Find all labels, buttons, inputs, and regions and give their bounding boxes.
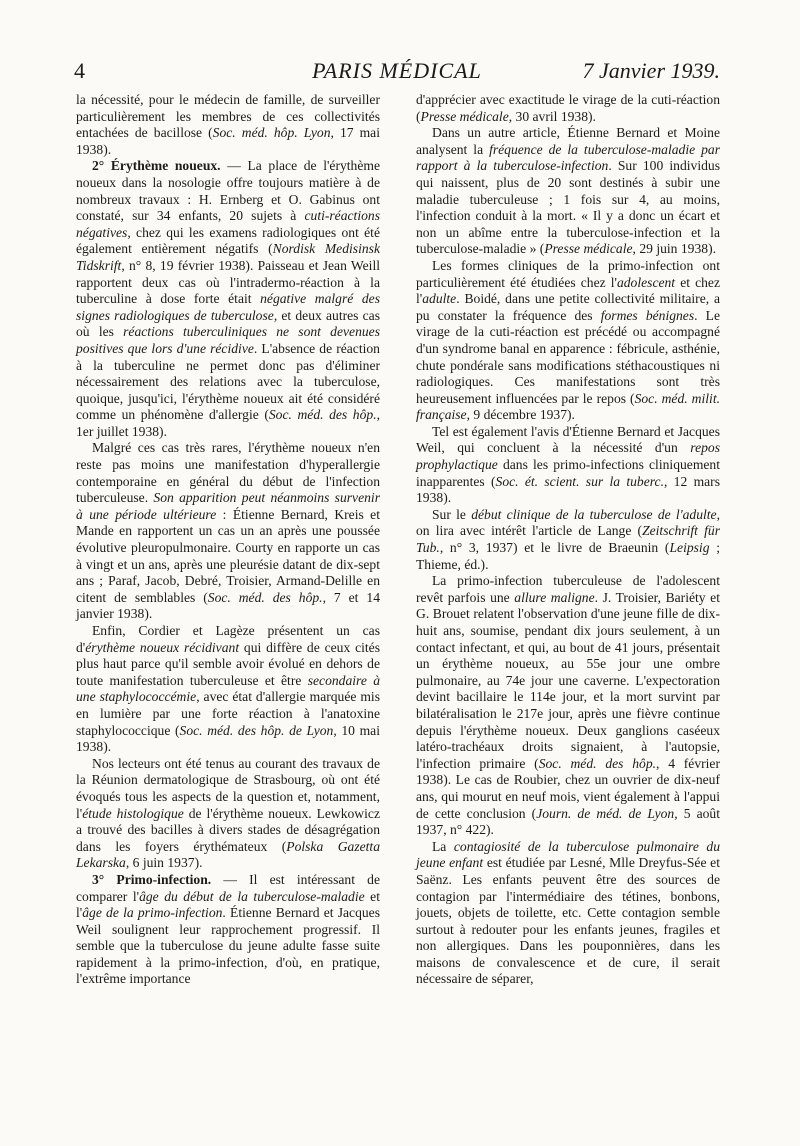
- text-run: , 1er juillet 1938).: [76, 407, 381, 439]
- paragraph: [416, 507, 720, 573]
- italic-text: Nordisk Medisinsk Tidskrift: [76, 241, 380, 273]
- italic-text: adolescent: [616, 274, 676, 290]
- italic-text: Leipsig: [669, 540, 710, 556]
- text-run: , chez qui les examens radiologiques ont été également entièrement négatifs (: [76, 224, 380, 257]
- paragraph: [76, 92, 380, 158]
- text-run: , 5 août 1937, n° 422).: [416, 805, 720, 838]
- italic-text: Journ. de méd. de Lyon: [536, 805, 675, 821]
- text-run: : Étienne Bernard, Kreis et Mande en rapportent un cas un an après une poussée évolutive pleuropulmonaire. Courty en rapporte un cas à vingt et un ans, après une pleurésie datant de dix-sept ans ; Paraf, Jacob, Debré, Troisier, Armand-Delille en citent de semblables (: [76, 506, 380, 605]
- text-run: . Boidé, dans une petite collectivité militaire, a pu constater la fréquence des: [416, 291, 720, 323]
- text-run: , avec état d'allergie marquée mis en lumière par une forte réaction à l'anatoxine staphylococcique (: [76, 689, 380, 738]
- text-run: — La place de l'érythème noueux dans la nosologie offre toujours matière à de nombreux travaux : H. Ernberg et O. Gabinus ont constaté, sur 34 enfants, 20 sujets à: [76, 158, 380, 224]
- paragraph: [416, 92, 720, 125]
- running-header: [74, 54, 720, 88]
- paragraph: [76, 158, 380, 440]
- paragraph: [416, 258, 720, 424]
- text-run: . L'absence de réaction à la tuberculine ne permet donc pas d'éliminer nécessairement des relations avec la tuberculose, quoique, jusqu'ici, l'érythème noueux ait été considéré comme un phénomène d'allergie (: [76, 340, 380, 423]
- italic-text: Zeitschrift für Tub.: [416, 523, 720, 556]
- text-run: , 12 mars 1938).: [416, 473, 720, 506]
- text-run: , 10 mai 1938).: [76, 722, 380, 755]
- issue-date: 7 Janvier 1939.: [582, 58, 720, 83]
- italic-text: érythème noueux récidivant: [85, 639, 240, 655]
- text-run: ; Thieme, éd.).: [416, 540, 720, 572]
- paragraph: [76, 872, 380, 988]
- paragraph: [416, 573, 720, 839]
- left-text-column: [76, 92, 380, 988]
- section-heading: 3° Primo-infection.: [92, 871, 212, 887]
- text-run: , 4 février 1938). Le cas de Roubier, chez un ouvrier de dix-neuf ans, qui mourut en neuf mois, vient également à l'appui de cette conclusion (: [416, 755, 720, 821]
- italic-text: allure maligne: [514, 589, 595, 605]
- italic-text: contagiosité de la tuberculose pulmonaire du jeune enfant: [416, 838, 720, 871]
- text-run: et l': [76, 888, 380, 921]
- italic-text: étude histologique: [82, 805, 184, 821]
- text-run: Dans un autre article, Étienne Bernard et Moine analysent la: [416, 125, 720, 157]
- text-run: de l'érythème noueux. Lewkowicz a trouvé des bacilles à divers stades de désagrégation dans les foyers érythémateux (: [76, 805, 380, 854]
- text-run: la nécessité, pour le médecin de famille, de surveiller particulièrement les membres de ces collectivités entachées de bacillose (: [76, 92, 380, 141]
- italic-text: Soc. ét. scient. sur la tuberc.: [495, 473, 664, 489]
- italic-text: Soc. méd. des hôp.: [538, 755, 657, 771]
- text-run: , et deux autres cas où les: [76, 307, 380, 340]
- italic-text: fréquence de la tuberculose-maladie par rapport à la tuberculose-infection: [416, 141, 720, 174]
- paragraph: [416, 839, 720, 988]
- text-run: qui diffère de ceux cités plus haut parce qu'il semble avoir évolué en dehors de toute manifestation tuberculeuse et être: [76, 639, 380, 688]
- paragraph: [76, 756, 380, 872]
- paragraph: [416, 424, 720, 507]
- italic-text: âge de la primo-infection: [82, 905, 223, 921]
- text-run: , n° 8, 19 février 1938). Paisseau et Jean Weill rapportent deux cas où l'intradermo-réaction à la tuberculine à dose forte était: [76, 257, 380, 307]
- italic-text: adulte: [422, 291, 457, 307]
- text-run: Tel est également l'avis d'Étienne Bernard et Jacques Weil, qui concluent à la nécessité d'un: [416, 423, 720, 456]
- text-run: , 30 avril 1938).: [508, 108, 596, 124]
- text-run: , 9 décembre 1937).: [466, 407, 575, 423]
- italic-text: réactions tuberculiniques ne sont devenues positives que lors d'une récidive: [76, 324, 380, 356]
- italic-text: début clinique de la tuberculose de l'adulte: [471, 506, 717, 522]
- text-run: Enfin, Cordier et Lagèze présentent un cas d': [76, 623, 380, 655]
- text-run: est étudiée par Lesné, Mlle Dreyfus-Sée et Saënz. Les enfants peuvent être des sources de contagion par l'intermédiaire des tétines, bonbons, jouets, objets de toilette, etc. Cette contagion semble surtout à redouter pour les enfants jeunes, fragiles et non allergiques. Dans les pouponnières, dans les maisons de convalescence et de cure, il serait nécessaire de séparer,: [416, 855, 720, 987]
- text-run: . Le virage de la cuti-réaction est précédé ou accompagné d'un syndrome banal en apparence : fébricule, asthénie, chute pondérale sans modifications stéthacoustiques ni radiologiques. Ces manifestations sont très heureusement influencées par le repos (: [416, 307, 720, 406]
- italic-text: Soc. méd. hôp. Lyon: [212, 125, 331, 141]
- italic-text: Soc. méd. des hôp.: [268, 407, 377, 423]
- text-run: , 17 mai 1938).: [76, 125, 380, 157]
- section-heading: 2° Érythème noueux.: [92, 158, 221, 174]
- page-number: 4: [74, 58, 85, 83]
- italic-text: cuti-réactions négatives: [76, 208, 380, 240]
- text-run: — Il est intéressant de comparer l': [76, 871, 381, 904]
- text-run: Sur le: [432, 506, 472, 522]
- text-run: . Sur 100 individus qui naissent, plus de 20 sont destinés à subir une maladie tuberculeuse ; 1 fois sur 4, au moins, l'infection conduit à la mort. « Il y a donc un écart et non un abîme entre la tuberculose-infection et la tuberculose-maladie » (: [416, 158, 720, 257]
- text-run: Nos lecteurs ont été tenus au courant des travaux de la Réunion dermatologique de Strasbourg, où ont été évoqués tous les aspects de la question et, notamment, l': [76, 755, 380, 821]
- text-run: La: [432, 838, 454, 854]
- text-run: . J. Troisier, Bariéty et G. Brouet relatent l'observation d'une jeune fille de dix-huit ans, soumise, pendant dix jours seulement, à un contact infectant, et qui, au bout de 41 jours, présentait un érythème noueux, au 55e jour une ombre pulmonaire, au 74e jour une caverne. L'expectoration devint bacillaire le 114e jour, et la mort survint par bilatéralisation le 217e jour, après une fièvre continue depuis l'érythème noueux. Deux ganglions caséeux latéro-trachéaux droits signaient, à l'autopsie, l'infection primaire (: [416, 589, 720, 771]
- italic-text: Presse médicale: [420, 108, 509, 124]
- italic-text: formes bénignes: [600, 307, 695, 323]
- italic-text: Polska Gazetta Lekarska: [76, 838, 380, 871]
- paragraph: [416, 125, 720, 258]
- paragraph: [76, 440, 380, 623]
- italic-text: négative malgré des signes radiologiques de tuberculose: [76, 291, 380, 323]
- italic-text: Presse médicale: [544, 241, 633, 257]
- text-run: , 6 juin 1937).: [125, 855, 203, 871]
- italic-text: Soc. méd. des hôp.: [207, 589, 323, 605]
- text-run: . Étienne Bernard et Jacques Weil soulignent leur rapprochement progressif. Il semble que la tuberculose du jeune adulte fasse suite rapidement à la primo-infection, d'où, en pratique, l'extrême importance: [76, 905, 380, 987]
- italic-text: repos prophylactique: [416, 440, 720, 473]
- text-run: , on lira avec intérêt l'article de Lange (: [416, 506, 720, 539]
- text-run: Les formes cliniques de la primo-infection ont particulièrement été étudiées chez l': [416, 257, 720, 290]
- text-run: et chez l': [416, 274, 720, 307]
- text-run: dans les primo-infections cliniquement inapparentes (: [416, 457, 720, 489]
- italic-text: Son apparition peut néanmoins survenir à une période ultérieure: [76, 490, 380, 522]
- text-run: , 29 juin 1938).: [632, 241, 716, 257]
- right-text-column: [416, 92, 720, 988]
- italic-text: Soc. méd. des hôp. de Lyon: [179, 722, 334, 738]
- journal-title: PARIS MÉDICAL: [312, 58, 482, 83]
- paragraph: [76, 623, 380, 756]
- italic-text: Soc. méd. milit. française: [416, 390, 720, 423]
- italic-text: secondaire à une staphylococcémie: [76, 672, 380, 705]
- text-run: Malgré ces cas très rares, l'érythème noueux n'en reste pas moins une manifestation d'hyperallergie contemporaine en général du début de l'infection tuberculeuse.: [76, 440, 380, 506]
- text-run: , n° 3, 1937) et le livre de Braeunin (: [439, 540, 670, 556]
- text-run: d'apprécier avec exactitude le virage de la cuti-réaction (: [416, 92, 720, 124]
- italic-text: âge du début de la tuberculose-maladie: [139, 888, 365, 904]
- text-run: , 7 et 14 janvier 1938).: [76, 589, 380, 622]
- text-run: La primo-infection tuberculeuse de l'adolescent revêt parfois une: [416, 573, 720, 605]
